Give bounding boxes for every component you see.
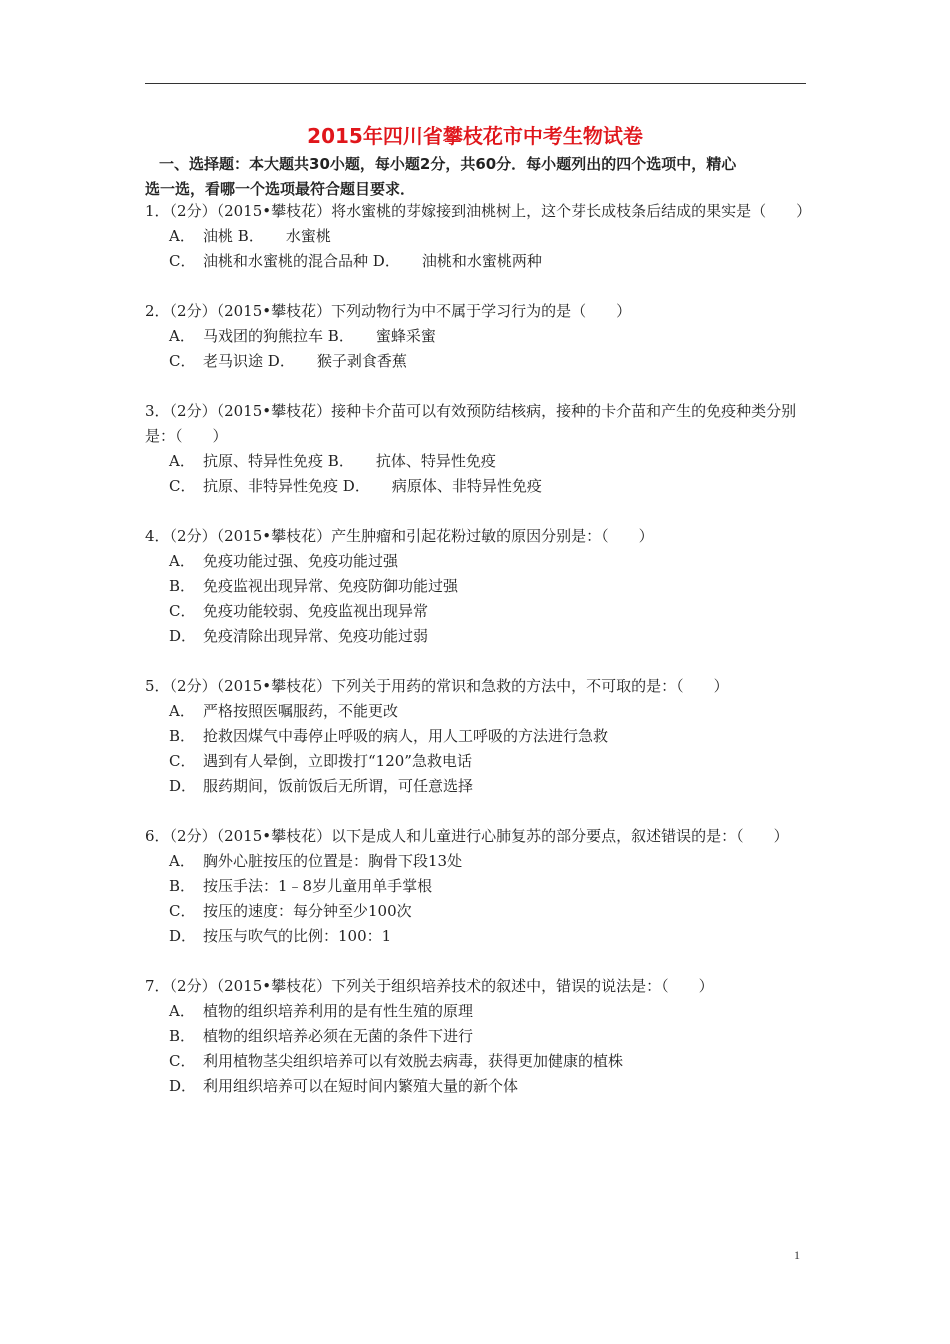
question-stem: 3．（2分）（2015•攀枝花）接种卡介苗可以有效预防结核病，接种的卡介苗和产生的免疫种类分别是：（ ） xyxy=(145,402,797,445)
option-text: 利用组织培养可以在短时间内繁殖大量的新个体 xyxy=(203,1077,519,1095)
question-stem: 6．（2分）（2015•攀枝花）以下是成人和儿童进行心肺复苏的部分要点，叙述错误的是：（ ） xyxy=(145,827,789,845)
section-line-2: 选一选，看哪一个选项最符合题目要求． xyxy=(145,180,416,198)
option-text: 抗原、特异性免疫 xyxy=(203,452,324,470)
option-text: 油桃和水蜜桃的混合品种 xyxy=(203,252,369,270)
option-text: 遇到有人晕倒，立即拨打“120”急救电话 xyxy=(203,752,472,770)
option-label: B． xyxy=(169,877,196,895)
option-label: D． xyxy=(169,627,197,645)
option-text: 病原体、非特异性免疫 xyxy=(391,477,542,495)
option-row xyxy=(145,624,810,649)
question-3 xyxy=(145,399,810,499)
option-row xyxy=(145,1024,810,1049)
option-row xyxy=(145,574,810,599)
option-text: 免疫功能过强、免疫功能过强 xyxy=(203,552,399,570)
option-label: A． xyxy=(169,1002,195,1020)
option-label: D． xyxy=(169,1077,197,1095)
option-row xyxy=(145,1074,810,1099)
section-line-1: 一、选择题：本大题共30小题，每小题2分，共60分．每小题列出的四个选项中，精心 xyxy=(159,155,737,173)
option-row xyxy=(145,349,810,374)
option-text: 免疫功能较弱、免疫监视出现异常 xyxy=(203,602,429,620)
option-label: C． xyxy=(169,477,196,495)
option-label: C． xyxy=(169,902,196,920)
page-title: 2015年四川省攀枝花市中考生物试卷 xyxy=(307,124,643,148)
option-label: D． xyxy=(169,777,197,795)
option-text: 免疫监视出现异常、免疫防御功能过强 xyxy=(203,577,459,595)
question-5 xyxy=(145,674,810,799)
option-row xyxy=(145,874,810,899)
option-label: C． xyxy=(169,252,196,270)
option-row xyxy=(145,699,810,724)
option-label: B． xyxy=(169,1027,196,1045)
option-text: 抗体、特异性免疫 xyxy=(375,452,496,470)
option-label: C． xyxy=(169,752,196,770)
option-text: 按压手法：1﹣8岁儿童用单手掌根 xyxy=(203,877,433,895)
option-row xyxy=(145,999,810,1024)
option-label: D． xyxy=(342,477,370,495)
option-label: A． xyxy=(169,852,195,870)
option-text: 蜜蜂采蜜 xyxy=(375,327,436,345)
option-label: B． xyxy=(169,727,196,745)
option-text: 抢救因煤气中毒停止呼吸的病人，用人工呼吸的方法进行急救 xyxy=(203,727,609,745)
option-row xyxy=(145,724,810,749)
option-row xyxy=(145,449,810,474)
option-row xyxy=(145,899,810,924)
option-row xyxy=(145,249,810,274)
option-row xyxy=(145,1049,810,1074)
option-text: 马戏团的狗熊拉车 xyxy=(203,327,324,345)
question-stem: 7．（2分）（2015•攀枝花）下列关于组织培养技术的叙述中，错误的说法是：（ ） xyxy=(145,977,714,995)
option-label: A． xyxy=(169,327,195,345)
option-label: D． xyxy=(372,252,400,270)
option-row xyxy=(145,324,810,349)
option-text: 抗原、非特异性免疫 xyxy=(203,477,339,495)
option-text: 服药期间，饭前饭后无所谓，可任意选择 xyxy=(203,777,474,795)
header-rule xyxy=(145,83,806,84)
option-label: A． xyxy=(169,227,195,245)
section-instructions xyxy=(145,152,810,202)
option-row xyxy=(145,224,810,249)
option-text: 免疫清除出现异常、免疫功能过弱 xyxy=(203,627,429,645)
option-text: 严格按照医嘱服药，不能更改 xyxy=(203,702,399,720)
option-text: 植物的组织培养必须在无菌的条件下进行 xyxy=(203,1027,474,1045)
option-row xyxy=(145,749,810,774)
question-list xyxy=(145,199,810,1124)
question-stem: 5．（2分）（2015•攀枝花）下列关于用药的常识和急救的方法中，不可取的是：（ ） xyxy=(145,677,729,695)
option-text: 老马识途 xyxy=(203,352,264,370)
question-4 xyxy=(145,524,810,649)
option-label: A． xyxy=(169,452,195,470)
option-label: B． xyxy=(237,227,264,245)
option-row xyxy=(145,774,810,799)
option-text: 利用植物茎尖组织培养可以有效脱去病毒，获得更加健康的植株 xyxy=(203,1052,624,1070)
page-number: 1 xyxy=(794,1248,800,1262)
option-text: 油桃 xyxy=(203,227,234,245)
option-row xyxy=(145,474,810,499)
option-label: C． xyxy=(169,602,196,620)
question-stem: 1．（2分）（2015•攀枝花）将水蜜桃的芽嫁接到油桃树上，这个芽长成枝条后结成的果实是（ ） xyxy=(145,202,812,220)
option-text: 猴子剥食香蕉 xyxy=(316,352,407,370)
option-text: 水蜜桃 xyxy=(285,227,331,245)
option-label: B． xyxy=(169,577,196,595)
option-label: C． xyxy=(169,352,196,370)
option-text: 胸外心脏按压的位置是：胸骨下段13处 xyxy=(203,852,463,870)
option-row xyxy=(145,849,810,874)
question-6 xyxy=(145,824,810,949)
option-label: B． xyxy=(327,452,354,470)
option-text: 按压的速度：每分钟至少100次 xyxy=(203,902,412,920)
option-label: A． xyxy=(169,702,195,720)
question-stem: 2．（2分）（2015•攀枝花）下列动物行为中不属于学习行为的是（ ） xyxy=(145,302,632,320)
question-1 xyxy=(145,199,810,274)
option-text: 植物的组织培养利用的是有性生殖的原理 xyxy=(203,1002,474,1020)
question-stem: 4．（2分）（2015•攀枝花）产生肿瘤和引起花粉过敏的原因分别是：（ ） xyxy=(145,527,654,545)
option-row xyxy=(145,549,810,574)
option-label: A． xyxy=(169,552,195,570)
option-label: D． xyxy=(267,352,295,370)
option-text: 按压与吹气的比例：100：1 xyxy=(203,927,392,945)
option-label: B． xyxy=(327,327,354,345)
question-2 xyxy=(145,299,810,374)
option-row xyxy=(145,924,810,949)
option-label: D． xyxy=(169,927,197,945)
option-text: 油桃和水蜜桃两种 xyxy=(421,252,542,270)
question-7 xyxy=(145,974,810,1099)
option-row xyxy=(145,599,810,624)
option-label: C． xyxy=(169,1052,196,1070)
